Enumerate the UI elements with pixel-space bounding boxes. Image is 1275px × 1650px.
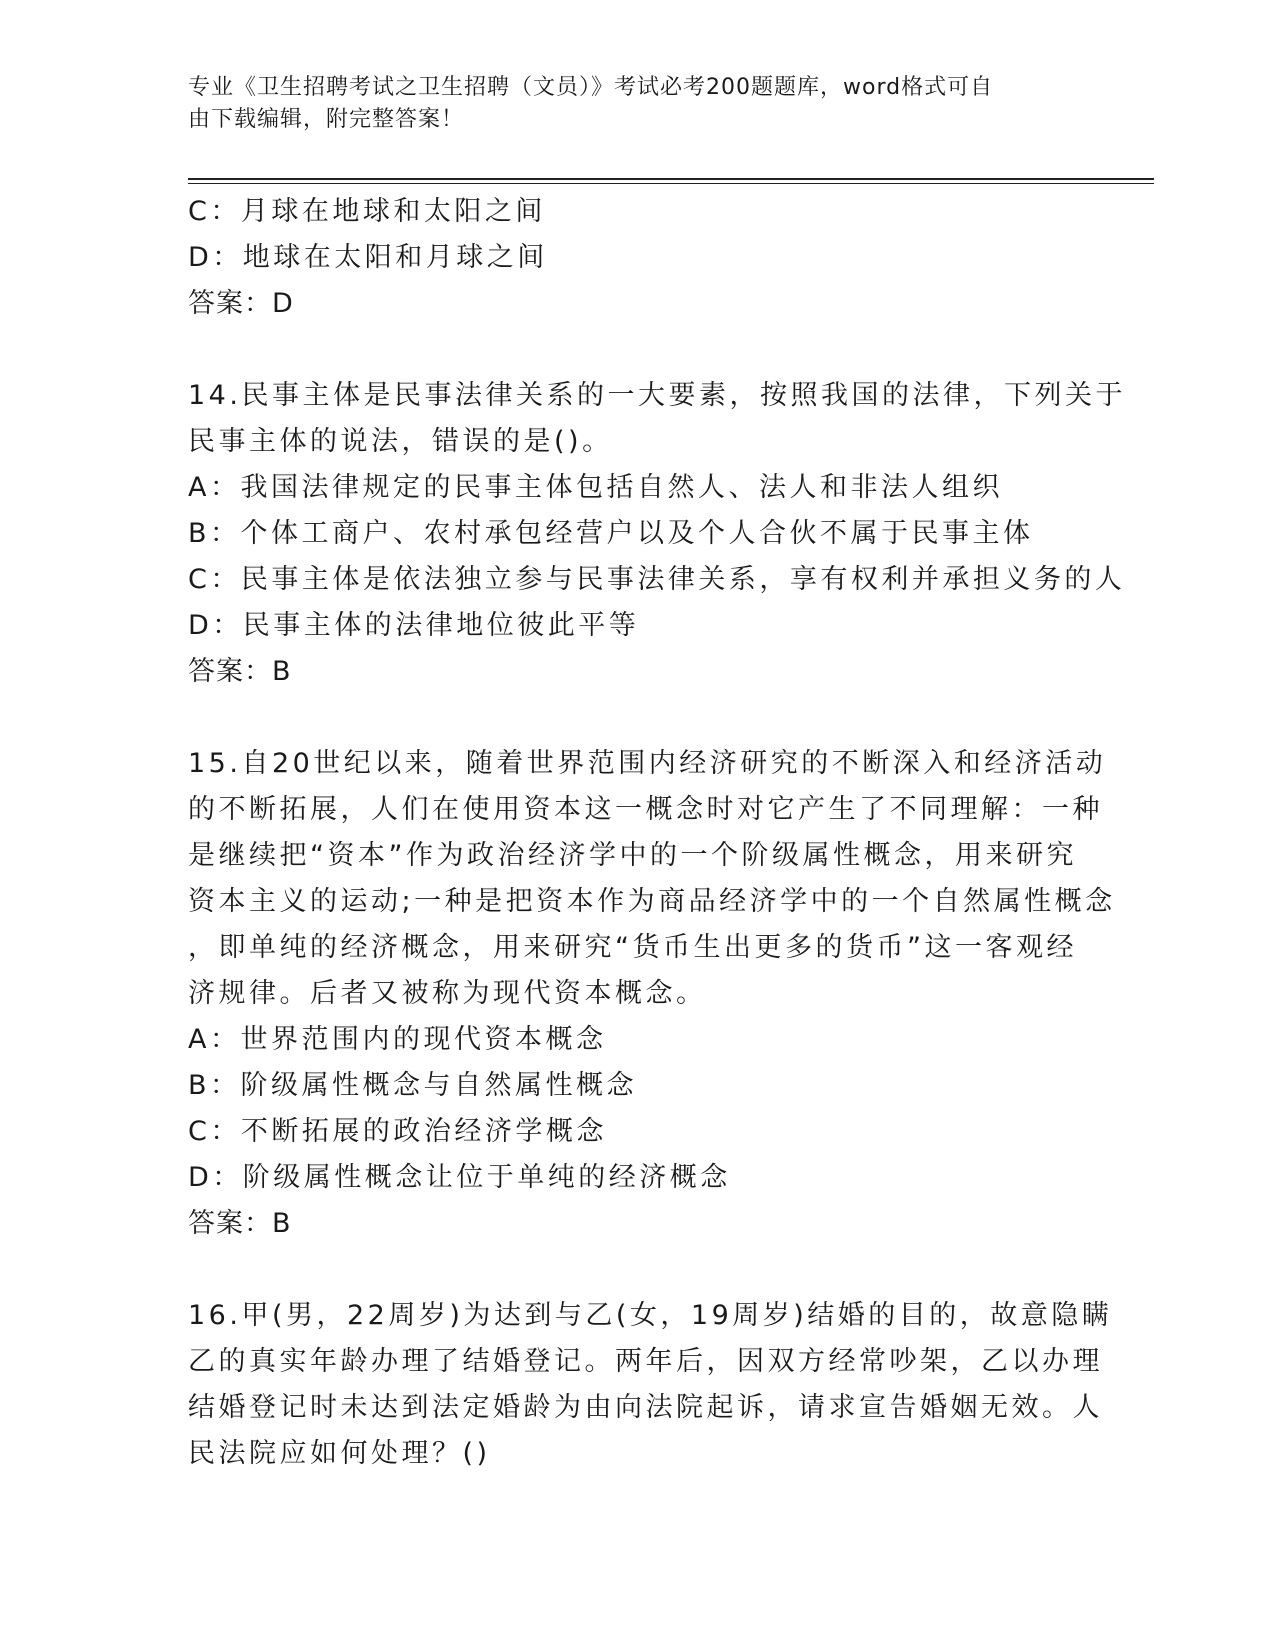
- question-stem-line: 结婚登记时未达到法定婚龄为由向法院起诉，请求宣告婚姻无效。人: [188, 1392, 1103, 1423]
- option-b: B：个体工商户、农村承包经营户以及个人合伙不属于民事主体: [188, 518, 1034, 549]
- document-header: [188, 72, 1088, 136]
- answer: 答案：B: [188, 1208, 292, 1239]
- option-d: D：民事主体的法律地位彼此平等: [188, 610, 640, 641]
- question-15: [188, 741, 1116, 1247]
- option-a: A：世界范围内的现代资本概念: [188, 1024, 607, 1055]
- question-16: [188, 1293, 1113, 1477]
- question-stem-line: 乙的真实年龄办理了结婚登记。两年后，因双方经常吵架，乙以办理: [188, 1346, 1103, 1377]
- header-rule-thick: [188, 178, 1154, 180]
- question-stem-line: 14.民事主体是民事法律关系的一大要素，按照我国的法律，下列关于: [188, 380, 1126, 411]
- question-stem-line: ，即单纯的经济概念，用来研究“货币生出更多的货币”这一客观经: [188, 932, 1077, 963]
- spacer: [188, 327, 1088, 373]
- answer: 答案：B: [188, 656, 292, 687]
- option-a: A：我国法律规定的民事主体包括自然人、法人和非法人组织: [188, 472, 1003, 503]
- question-stem-line: 15.自20世纪以来，随着世界范围内经济研究的不断深入和经济活动: [188, 748, 1107, 779]
- question-stem-line: 民事主体的说法，错误的是()。: [188, 426, 613, 457]
- spacer: [188, 695, 1088, 741]
- question-stem-line: 16.甲(男，22周岁)为达到与乙(女，19周岁)结婚的目的，故意隐瞒: [188, 1300, 1113, 1331]
- question-list: [188, 189, 1126, 1477]
- question-stem-line: 是继续把“资本”作为政治经济学中的一个阶级属性概念，用来研究: [188, 840, 1077, 871]
- header-rule-thin: [188, 183, 1154, 184]
- option-c: C：不断拓展的政治经济学概念: [188, 1116, 607, 1147]
- question-stem-line: 济规律。后者又被称为现代资本概念。: [188, 978, 707, 1009]
- question-stem-line: 的不断拓展，人们在使用资本这一概念时对它产生了不同理解：一种: [188, 794, 1103, 825]
- question-13: [188, 189, 1088, 327]
- spacer: [188, 1247, 1088, 1293]
- question-stem-line: 民法院应如何处理？(): [188, 1438, 491, 1469]
- header-line-2: 由下载编辑，附完整答案！: [188, 107, 465, 132]
- question-stem-line: 资本主义的运动;一种是把资本作为商品经济学中的一个自然属性概念: [188, 886, 1116, 917]
- header-line-1: 专业《卫生招聘考试之卫生招聘（文员）》考试必考200题题库，word格式可自: [188, 75, 994, 100]
- option-c: C：民事主体是依法独立参与民事法律关系，享有权利并承担义务的人: [188, 564, 1126, 595]
- option-b: B：阶级属性概念与自然属性概念: [188, 1070, 638, 1101]
- question-14: [188, 373, 1126, 695]
- answer: 答案：D: [188, 288, 294, 319]
- option-d: D：阶级属性概念让位于单纯的经济概念: [188, 1162, 731, 1193]
- option-d: D：地球在太阳和月球之间: [188, 242, 548, 273]
- option-c: C：月球在地球和太阳之间: [188, 196, 546, 227]
